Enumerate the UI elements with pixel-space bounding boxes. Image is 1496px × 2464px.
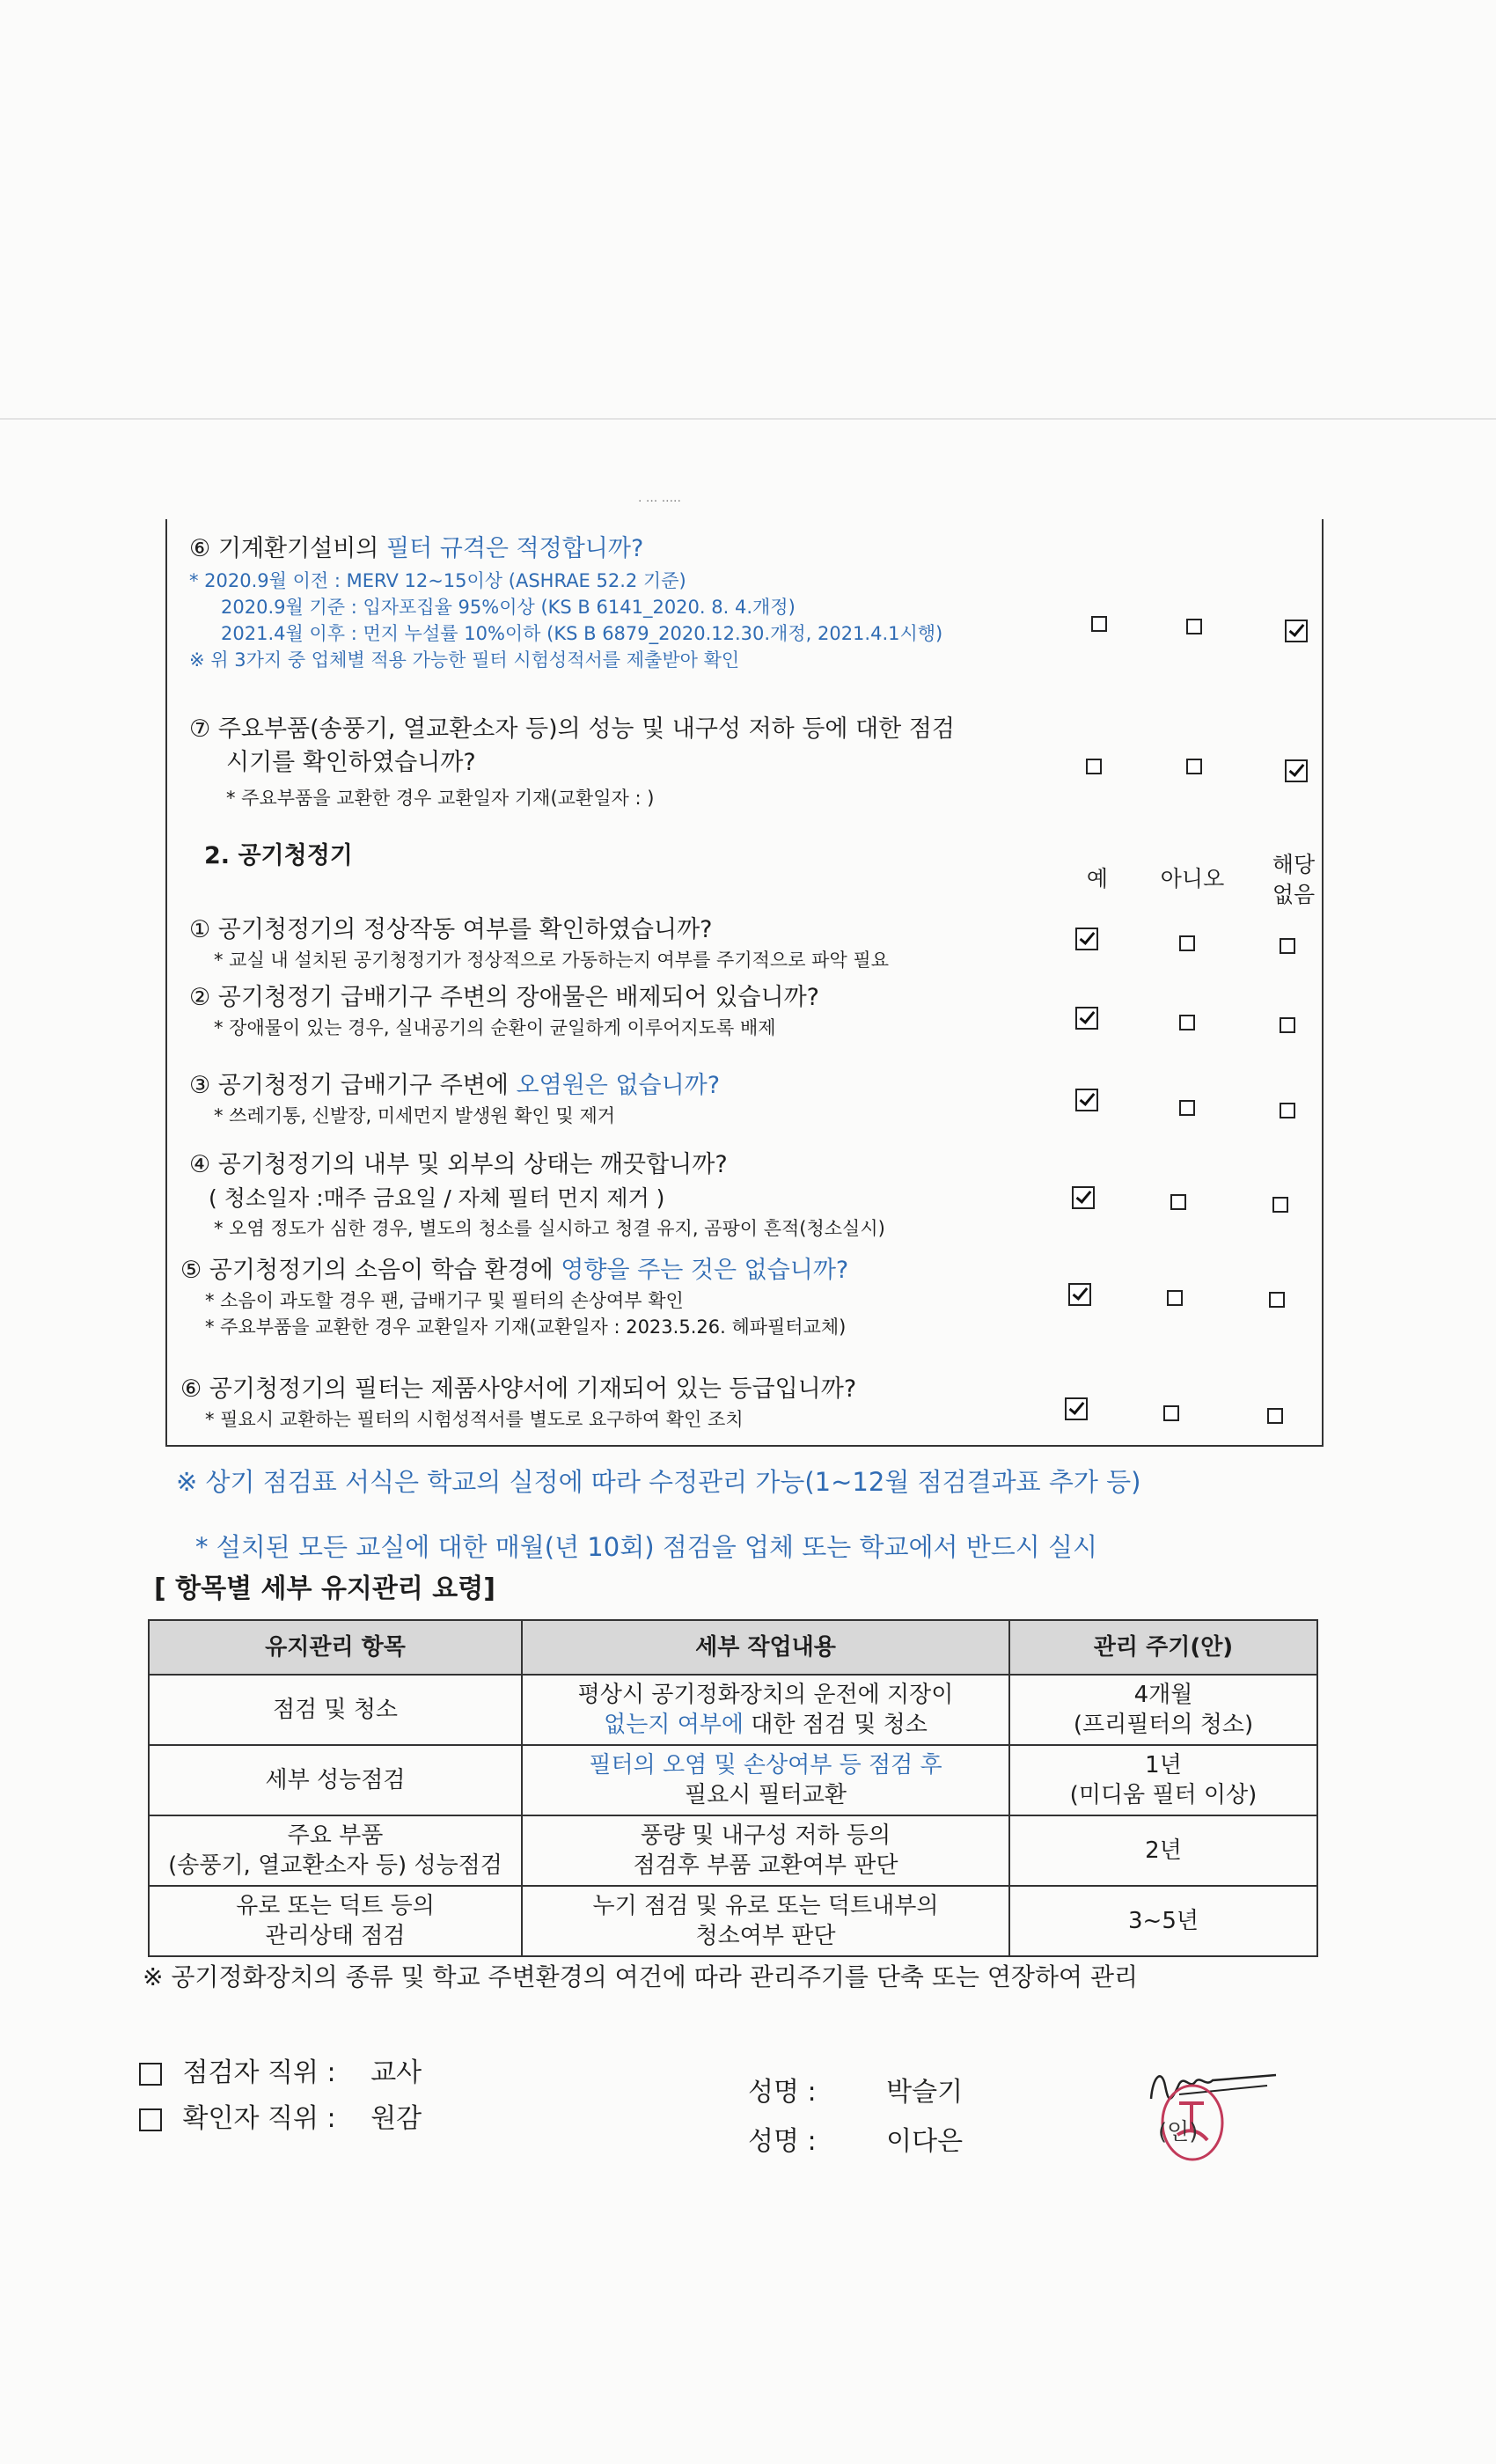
maintenance-title: [ 항목별 세부 유지관리 요령] [154, 1573, 495, 1604]
pur-q5-no-checkbox[interactable] [1167, 1290, 1183, 1306]
pur-q6-no-checkbox[interactable] [1163, 1405, 1179, 1421]
col-na: 해당 없음 [1272, 852, 1316, 907]
pur-q2-yes-checkbox-checked[interactable] [1075, 1007, 1098, 1030]
cell-item: 점검 및 청소 [149, 1675, 522, 1745]
pur-q5 [180, 1254, 1060, 1340]
pur-q6-na-checkbox[interactable] [1267, 1408, 1283, 1424]
pur-q3-title: ③ 공기청정기 급배기구 주변에 오염원은 없습니까? [189, 1072, 721, 1099]
table-row [149, 1745, 1317, 1815]
pur-q4-sub: ( 청소일자 :매주 금요일 / 자체 필터 먼지 제거 ) [209, 1185, 665, 1211]
mech-q6 [189, 532, 1069, 673]
pur-q1-note: * 교실 내 설치된 공기청정기가 정상적으로 가동하는지 여부를 주기적으로 파악 필요 [214, 950, 889, 971]
pur-q1 [189, 913, 1069, 973]
pur-q3-note: * 쓰레기통, 신발장, 미세먼지 발생원 확인 및 제거 [214, 1105, 616, 1126]
pur-q2-note: * 장애물이 있는 경우, 실내공기의 순환이 균일하게 이루어지도록 배제 [214, 1017, 776, 1038]
mech-q6-yes-checkbox[interactable] [1091, 616, 1107, 632]
mech-q7-no-checkbox[interactable] [1186, 759, 1202, 774]
purifier-section-title: 2. 공기청정기 [204, 842, 353, 869]
pur-q6-title: ⑥ 공기청정기의 필터는 제품사양서에 기재되어 있는 등급입니까? [180, 1375, 857, 1403]
pur-q5-na-checkbox[interactable] [1269, 1292, 1285, 1308]
mech-q7-line-2: 시기를 확인하였습니까? [226, 749, 476, 776]
pur-q3-yes-checkbox-checked[interactable] [1075, 1089, 1098, 1111]
th-detail: 세부 작업내용 [522, 1620, 1009, 1675]
cell-detail: 필터의 오염 및 손상여부 등 점검 후 필요시 필터교환 [522, 1745, 1009, 1815]
pur-q2 [189, 981, 1069, 1041]
col-no: 아니오 [1160, 866, 1225, 891]
cell-cycle: 4개월 (프리필터의 청소) [1009, 1675, 1317, 1745]
pur-q3 [189, 1069, 1069, 1129]
mech-q6-line-2: 2020.9월 기준 : 입자포집율 95%이상 (KS B 6141_2020. 8. 4.개정) [221, 597, 796, 618]
scan-mark: · ··· ····· [638, 495, 681, 509]
stamp-label: (인) [1158, 2119, 1199, 2145]
pur-q1-na-checkbox[interactable] [1280, 938, 1295, 954]
pur-q3-na-checkbox[interactable] [1280, 1103, 1295, 1118]
mech-q6-na-checkbox-checked[interactable] [1285, 620, 1308, 642]
cell-item: 유로 또는 덕트 등의 관리상태 점검 [149, 1886, 522, 1956]
pur-q4-yes-checkbox-checked[interactable] [1072, 1186, 1095, 1209]
table-row [149, 1815, 1317, 1886]
col-yes: 예 [1086, 866, 1109, 891]
cell-item: 세부 성능점검 [149, 1745, 522, 1815]
pur-q1-yes-checkbox-checked[interactable] [1075, 928, 1098, 950]
table-row [149, 1886, 1317, 1956]
inspector-row: 점검자 직위 : 교사 [139, 2050, 422, 2089]
confirmer-checkbox[interactable] [139, 2108, 162, 2131]
paper-edge [0, 418, 1496, 420]
cell-item: 주요 부품 (송풍기, 열교환소자 등) 성능점검 [149, 1815, 522, 1886]
mech-q7-line-1: ⑦ 주요부품(송풍기, 열교환소자 등)의 성능 및 내구성 저하 등에 대한 점검 [189, 715, 955, 743]
pur-q2-na-checkbox[interactable] [1280, 1017, 1295, 1033]
table-header-row [149, 1620, 1317, 1675]
pur-q2-no-checkbox[interactable] [1179, 1015, 1195, 1030]
mech-q6-line-3: 2021.4월 이후 : 먼지 누설률 10%이하 (KS B 6879_2020.12.30.개정, 2021.4.1시행) [221, 623, 943, 644]
mech-q6-line-4: ※ 위 3가지 중 업체별 적용 가능한 필터 시험성적서를 제출받아 확인 [189, 649, 740, 671]
cell-detail: 풍량 및 내구성 저하 등의 점검후 부품 교환여부 판단 [522, 1815, 1009, 1886]
pur-q4-na-checkbox[interactable] [1272, 1197, 1288, 1213]
cell-cycle: 1년 (미디움 필터 이상) [1009, 1745, 1317, 1815]
confirmer-row: 확인자 직위 : 원감 [139, 2096, 422, 2135]
remark-1: ※ 상기 점검표 서식은 학교의 실정에 따라 수정관리 가능(1~12월 점검결과표 추가 등) [176, 1467, 1141, 1497]
mech-q7-na-checkbox-checked[interactable] [1285, 759, 1308, 782]
mech-q7-yes-checkbox[interactable] [1086, 759, 1102, 774]
pur-q5-note-1: * 소음이 과도할 경우 팬, 급배기구 및 필터의 손상여부 확인 [205, 1290, 684, 1311]
pur-q2-title: ② 공기청정기 급배기구 주변의 장애물은 배제되어 있습니까? [189, 984, 819, 1011]
pur-q5-title: ⑤ 공기청정기의 소음이 학습 환경에 영향을 주는 것은 없습니까? [180, 1257, 849, 1284]
th-item: 유지관리 항목 [149, 1620, 522, 1675]
maintenance-footer-note: ※ 공기정화장치의 종류 및 학교 주변환경의 여건에 따라 관리주기를 단축 또는 연장하여 관리 [143, 1962, 1139, 1991]
inspector-checkbox[interactable] [139, 2063, 162, 2086]
cell-cycle: 3~5년 [1009, 1886, 1317, 1956]
pur-q1-no-checkbox[interactable] [1179, 935, 1195, 951]
confirmer-name-row: 성명 : 이다은 [748, 2126, 964, 2157]
mech-q7-note: * 주요부품을 교환한 경우 교환일자 기재(교환일자 : ) [226, 788, 655, 809]
remark-2: * 설치된 모든 교실에 대한 매월(년 10회) 점검을 업체 또는 학교에서 반드시 실시 [195, 1532, 1098, 1562]
cell-cycle: 2년 [1009, 1815, 1317, 1886]
cell-detail: 평상시 공기정화장치의 운전에 지장이 없는지 여부에 대한 점검 및 청소 [522, 1675, 1009, 1745]
pur-q6 [180, 1373, 1060, 1433]
pur-q5-yes-checkbox-checked[interactable] [1068, 1283, 1091, 1306]
maintenance-table [148, 1619, 1318, 1957]
cell-detail: 누기 점검 및 유로 또는 덕트내부의 청소여부 판단 [522, 1886, 1009, 1956]
mech-q7 [189, 713, 1069, 811]
inspector-name-row: 성명 : 박슬기 [748, 2077, 964, 2108]
mech-q6-title: ⑥ 기계환기설비의 필터 규격은 적정합니까? [189, 535, 644, 562]
pur-q4-note: * 오염 정도가 심한 경우, 별도의 청소를 실시하고 청결 유지, 곰팡이 흔적(청소실시) [214, 1218, 885, 1239]
pur-q6-yes-checkbox-checked[interactable] [1065, 1397, 1088, 1420]
mech-q6-line-1: * 2020.9월 이전 : MERV 12~15이상 (ASHRAE 52.2 기준) [189, 570, 686, 591]
pur-q4-no-checkbox[interactable] [1170, 1194, 1186, 1210]
th-cycle: 관리 주기(안) [1009, 1620, 1317, 1675]
pur-q1-title: ① 공기청정기의 정상작동 여부를 확인하였습니까? [189, 916, 713, 943]
table-row [149, 1675, 1317, 1745]
pur-q4 [189, 1148, 1069, 1242]
pur-q3-no-checkbox[interactable] [1179, 1100, 1195, 1116]
pur-q5-note-2: * 주요부품을 교환한 경우 교환일자 기재(교환일자 : 2023.5.26. 헤파필터교체) [205, 1316, 847, 1338]
pur-q4-title: ④ 공기청정기의 내부 및 외부의 상태는 깨끗합니까? [189, 1151, 728, 1178]
pur-q6-note: * 필요시 교환하는 필터의 시험성적서를 별도로 요구하여 확인 조치 [205, 1409, 744, 1430]
mech-q6-no-checkbox[interactable] [1186, 619, 1202, 634]
